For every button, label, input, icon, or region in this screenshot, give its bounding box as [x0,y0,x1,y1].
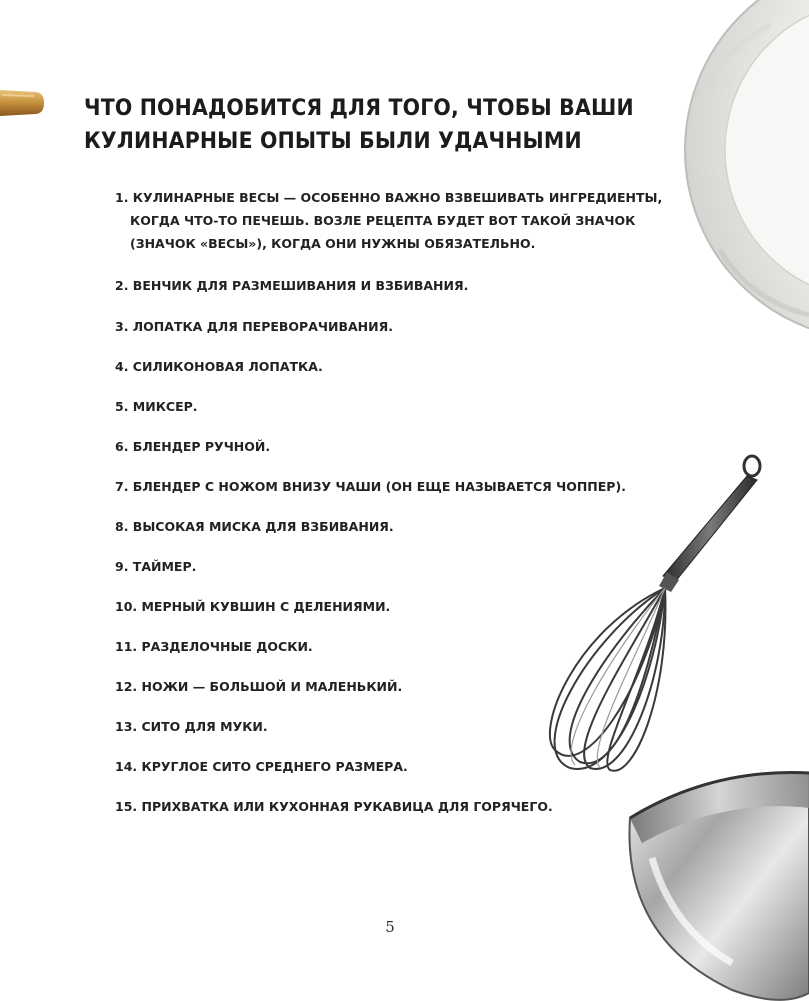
list-item-line: 5. МИКСЕР. [115,399,198,414]
bowl-illustration [612,738,809,1001]
list-item [115,355,585,378]
list-item-line: 9. ТАЙМЕР. [115,559,197,574]
list-item [115,515,585,538]
list-item [115,715,585,738]
list-item-line: 14. КРУГЛОЕ СИТО СРЕДНЕГО РАЗМЕРА. [115,759,408,774]
title-line-2: КУЛИНАРНЫЕ ОПЫТЫ БЫЛИ УДАЧНЫМИ [84,129,582,154]
list-item [115,675,585,698]
list-item [115,635,585,658]
list-item-line: 10. МЕРНЫЙ КУВШИН С ДЕЛЕНИЯМИ. [115,599,391,614]
list-item-line: 15. ПРИХВАТКА ИЛИ КУХОННАЯ РУКАВИЦА ДЛЯ ГОРЯЧЕГО. [115,799,553,814]
list-item-line: 2. ВЕНЧИК ДЛЯ РАЗМЕШИВАНИЯ И ВЗБИВАНИЯ. [115,278,469,293]
list-item [115,435,585,458]
list-item-line: 8. ВЫСОКАЯ МИСКА ДЛЯ ВЗБИВАНИЯ. [115,519,394,534]
list-item [115,795,585,818]
list-item-line: 7. БЛЕНДЕР С НОЖОМ ВНИЗУ ЧАШИ (ОН ЕЩЕ НАЗЫВАЕТСЯ ЧОППЕР). [115,479,626,494]
list-item-line: (ЗНАЧОК «ВЕСЫ»), КОГДА ОНИ НУЖНЫ ОБЯЗАТЕЛЬНО. [130,236,536,251]
list-item [115,595,585,618]
list-item [115,274,585,297]
list-item-line: 13. СИТО ДЛЯ МУКИ. [115,719,268,734]
list-item-line: 1. КУЛИНАРНЫЕ ВЕСЫ — ОСОБЕННО ВАЖНО ВЗВЕШИВАТЬ ИНГРЕДИЕНТЫ, [115,190,663,205]
list-item [115,755,585,778]
list-item-line: 6. БЛЕНДЕР РУЧНОЙ. [115,439,271,454]
list-item [115,475,626,498]
list-item-line: КОГДА ЧТО-ТО ПЕЧЕШЬ. ВОЗЛЕ РЕЦЕПТА БУДЕТ ВОТ ТАКОЙ ЗНАЧОК [130,213,636,228]
list-item [115,186,663,255]
list-item-line: 4. СИЛИКОНОВАЯ ЛОПАТКА. [115,359,323,374]
page-number: 5 [385,918,395,936]
title-line-1: ЧТО ПОНАДОБИТСЯ ДЛЯ ТОГО, ЧТОБЫ ВАШИ [84,96,634,121]
plate-illustration [660,0,809,330]
list-item [115,315,585,338]
list-item-line: 12. НОЖИ — БОЛЬШОЙ И МАЛЕНЬКИЙ. [115,679,403,694]
list-item-line: 3. ЛОПАТКА ДЛЯ ПЕРЕВОРАЧИВАНИЯ. [115,319,393,334]
list-item [115,395,585,418]
rolling-pin-illustration [0,84,48,124]
page-title [84,92,634,158]
list-item-line: 11. РАЗДЕЛОЧНЫЕ ДОСКИ. [115,639,313,654]
list-item [115,555,585,578]
